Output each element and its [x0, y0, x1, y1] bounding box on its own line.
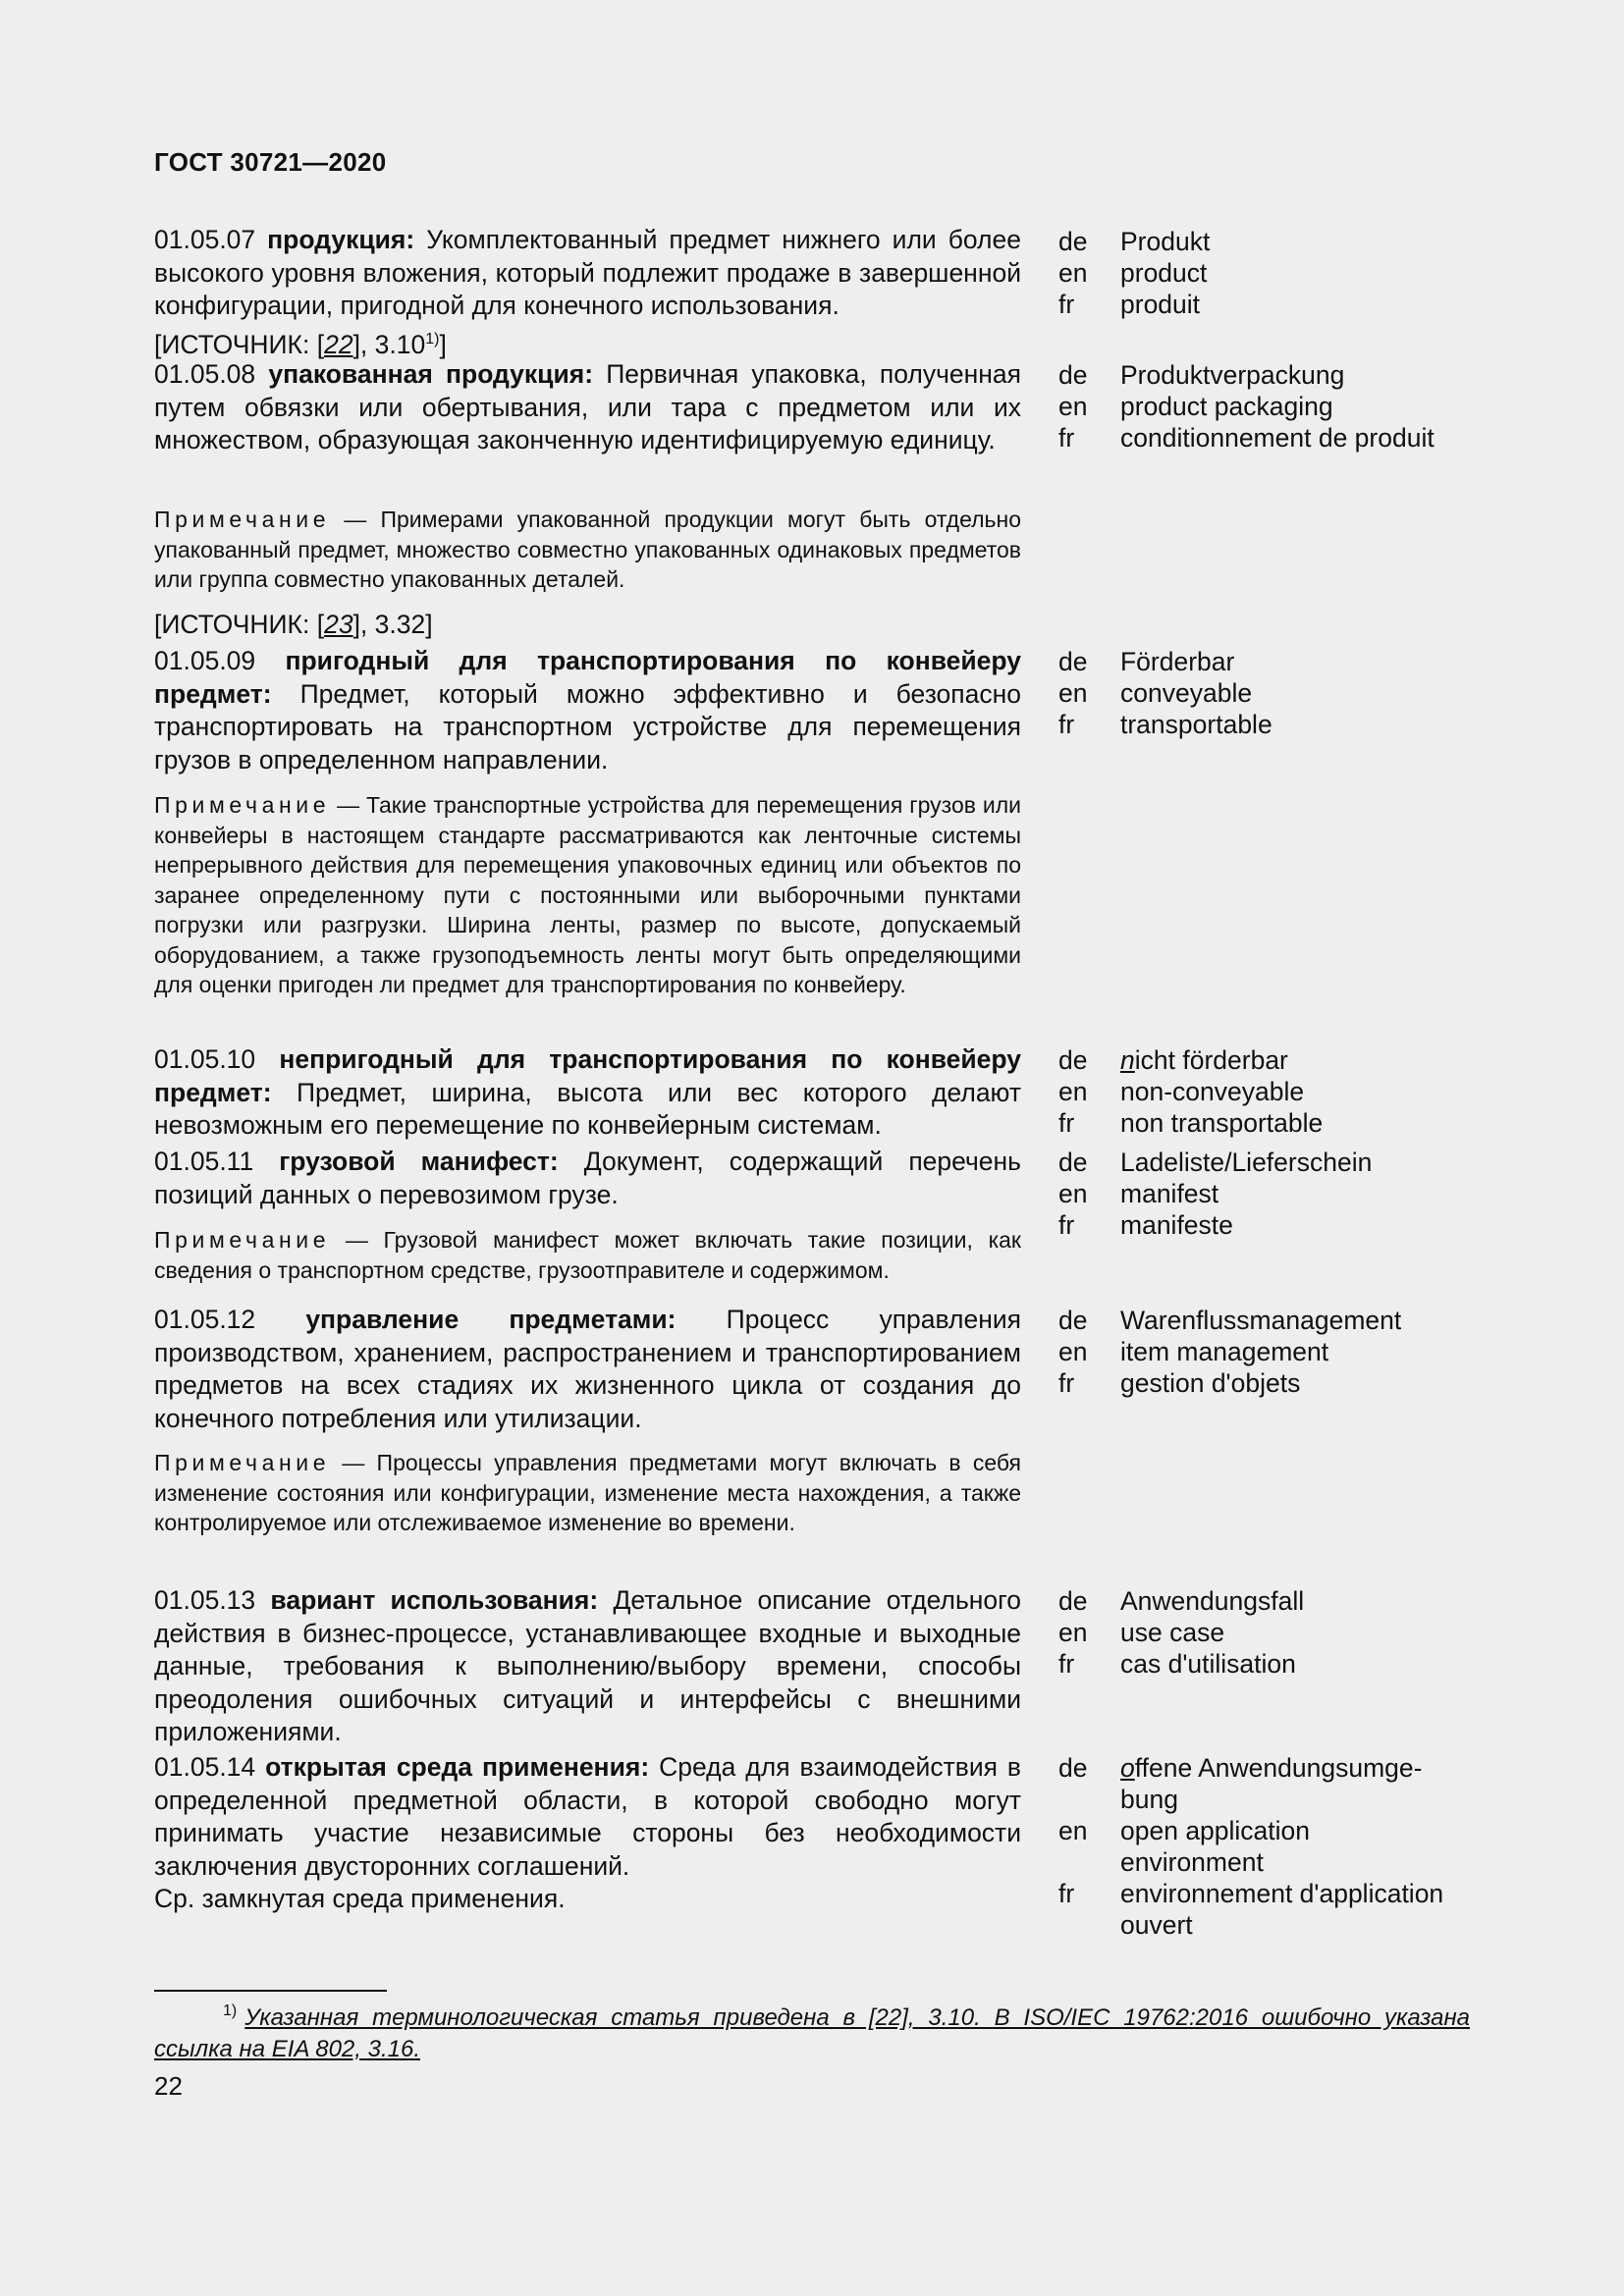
term-en: use case — [1120, 1618, 1225, 1647]
definition-text: Документ, содержащий перечень позиций данных о перевозимом грузе. — [154, 1147, 1021, 1209]
entry-01-05-09-definition — [154, 645, 1021, 776]
term-en-continued: environment — [1120, 1847, 1264, 1877]
footnote-marker: 1) — [223, 2002, 238, 2019]
entry-01-05-07-source: [ИСТОЧНИК: [22], 3.10$^{1)}$] — [154, 330, 447, 359]
entry-01-05-14-definition — [154, 1751, 1021, 1883]
term-de: Förderbar — [1120, 647, 1235, 676]
term-en: product — [1120, 258, 1208, 288]
entry-01-05-10-equivalents: de nicht förderbar en non-conveyable fr non transportable — [1058, 1044, 1520, 1139]
page-header: ГОСТ 30721—2020 — [154, 147, 387, 177]
entry-01-05-08-definition — [154, 358, 1021, 457]
term-fr: non transportable — [1120, 1108, 1324, 1138]
entry-01-05-11-definition — [154, 1146, 1021, 1211]
term-fr: environnement d'application — [1120, 1879, 1444, 1908]
footnote-text: Указанная терминологическая статья приведена в [22], 3.10. В ISO/IEC 19762:2016 ошибочно указана ссылка на EIA 802, 3.16. — [154, 2004, 1470, 2062]
term-title: непригодный для транспортирования по конвейеру предмет: — [154, 1044, 1021, 1107]
term-en: product packaging — [1120, 392, 1333, 421]
footnote — [154, 1996, 1470, 2065]
entry-number: 01.05.08 — [154, 359, 256, 389]
entry-01-05-13-equivalents: de Anwendungsfall en use case fr cas d'utilisation — [1058, 1585, 1520, 1680]
term-de: Produkt — [1120, 227, 1211, 256]
term-de: Produktverpackung — [1120, 360, 1345, 390]
term-fr: gestion d'objets — [1120, 1368, 1301, 1398]
definition-text: Процесс управления производством, хранением, распространением и транспортированием предметов на всех стадиях их жизненного цикла от создания до конечного потребления или утилизации. — [154, 1305, 1021, 1433]
entry-number: 01.05.14 — [154, 1752, 256, 1782]
term-fr-continued: ouvert — [1120, 1910, 1193, 1940]
term-title: продукция: — [267, 225, 415, 254]
entry-01-05-09-note: Примечание — Такие транспортные устройства для перемещения грузов или конвейеры в настоящем стандарте рассматриваются как ленточные системы непрерывного действия для перемещения упаковочных единиц или объектов по заранее определенному пути с постоянными или выборочными пунктами погрузки или разгрузки. Ширина ленты, размер по высоте, допускаемый оборудованием, а также грузоподъемность ленты могут быть определяющими для оценки пригоден ли предмет для транспортирования по конвейеру. — [154, 792, 1021, 997]
entry-01-05-11-note: Примечание — Грузовой манифест может включать такие позиции, как сведения о транспортном средстве, грузоотправителе и содержимом. — [154, 1227, 1021, 1283]
footnote-divider — [154, 1990, 387, 1992]
term-title: грузовой манифест: — [279, 1147, 559, 1176]
entry-number: 01.05.12 — [154, 1305, 256, 1334]
entry-01-05-12-note: Примечание — Процессы управления предметами могут включать в себя изменение состояния или конфигурации, изменение места нахождения, а также контролируемое или отслеживаемое изменение во времени. — [154, 1450, 1021, 1535]
entry-01-05-12-definition — [154, 1304, 1021, 1435]
entry-01-05-09-equivalents: de Förderbar en conveyable fr transportable — [1058, 646, 1520, 740]
term-title: управление предметами: — [305, 1305, 677, 1334]
definition-text: Среда для взаимодействия в определенной предметной области, в которой свободно могут принимать участие независимые стороны без необходимости заключения двусторонних соглашений. — [154, 1752, 1021, 1881]
term-en: item management — [1120, 1337, 1329, 1366]
entry-01-05-08-source: [ИСТОЧНИК: [23], 3.32] — [154, 610, 433, 639]
term-title: пригодный для транспортирования по конвейеру предмет: — [154, 646, 1021, 709]
term-de: offene Anwendungsumge- — [1120, 1753, 1423, 1783]
term-fr: cas d'utilisation — [1120, 1649, 1296, 1679]
term-de: nicht förderbar — [1120, 1045, 1288, 1075]
source-reference-link[interactable]: 22 — [324, 330, 353, 359]
entry-number: 01.05.09 — [154, 646, 256, 675]
term-title: открытая среда применения: — [265, 1752, 650, 1782]
term-en: manifest — [1120, 1179, 1219, 1208]
definition-text: Детальное описание отдельного действия в бизнес-процессе, устанавливающее входные и выходные данные, требования к выполнению/выбору времени, способы преодоления ошибочных ситуаций и интерфейсы с внешними приложениями. — [154, 1585, 1021, 1746]
entry-01-05-13-definition — [154, 1584, 1021, 1749]
term-fr: produit — [1120, 290, 1201, 319]
term-de: Warenflussmanagement — [1120, 1306, 1402, 1335]
term-en: open application — [1120, 1816, 1311, 1845]
page-number: 22 — [154, 2071, 183, 2101]
definition-text: Предмет, ширина, высота или вес которого делают невозможным его перемещение по конвейерным системам. — [154, 1077, 1021, 1140]
entry-number: 01.05.07 — [154, 225, 256, 254]
entry-number: 01.05.11 — [154, 1147, 254, 1176]
entry-01-05-14-cross-reference: Ср. замкнутая среда применения. — [154, 1884, 566, 1913]
source-reference-link[interactable]: 23 — [324, 610, 353, 639]
term-en: conveyable — [1120, 678, 1253, 708]
term-title: вариант использования: — [270, 1585, 599, 1615]
term-title: упакованная продукция: — [268, 359, 594, 389]
entry-01-05-08-note: Примечание — Примерами упакованной продукции могут быть отдельно упакованный предмет, множество совместно упакованных одинаковых предметов или группа совместно упакованных деталей. — [154, 507, 1021, 592]
entry-01-05-08-equivalents: de Produktverpackung en product packaging fr conditionnement de produit — [1058, 359, 1520, 454]
entry-number: 01.05.10 — [154, 1044, 256, 1074]
definition-text: Укомплектованный предмет нижнего или более высокого уровня вложения, который подлежит продаже в завершенной конфигурации, пригодной для конечного использования. — [154, 225, 1021, 320]
entry-01-05-12-equivalents: de Warenflussmanagement en item management fr gestion d'objets — [1058, 1305, 1520, 1399]
definition-text: Предмет, который можно эффективно и безопасно транспортировать на транспортном устройстве для перемещения грузов в определенном направлении. — [154, 678, 1021, 774]
term-de: Ladeliste/Lieferschein — [1120, 1148, 1373, 1177]
term-fr: conditionnement de produit — [1120, 423, 1435, 453]
definition-text: Первичная упаковка, полученная путем обвязки или обертывания, или тара с предметом или их множеством, образующая законченную идентифицируемую единицу. — [154, 359, 1021, 454]
entry-number: 01.05.13 — [154, 1585, 256, 1615]
entry-01-05-10-definition — [154, 1043, 1021, 1143]
footnote-marker[interactable]: 1) — [425, 331, 440, 347]
term-de: Anwendungsfall — [1120, 1586, 1305, 1616]
term-en: non-conveyable — [1120, 1077, 1305, 1106]
entry-01-05-07-definition — [154, 224, 1021, 323]
term-de-continued: bung — [1120, 1785, 1178, 1814]
term-fr: transportable — [1120, 710, 1272, 739]
term-fr: manifeste — [1120, 1210, 1233, 1240]
entry-01-05-11-equivalents: de Ladeliste/Lieferschein en manifest fr manifeste — [1058, 1147, 1520, 1241]
entry-01-05-14-equivalents: de offene Anwendungsumge- bung en open application environment fr environnement d'application ouvert — [1058, 1752, 1520, 1941]
entry-01-05-07-equivalents: de Produkt en product fr produit — [1058, 226, 1520, 320]
